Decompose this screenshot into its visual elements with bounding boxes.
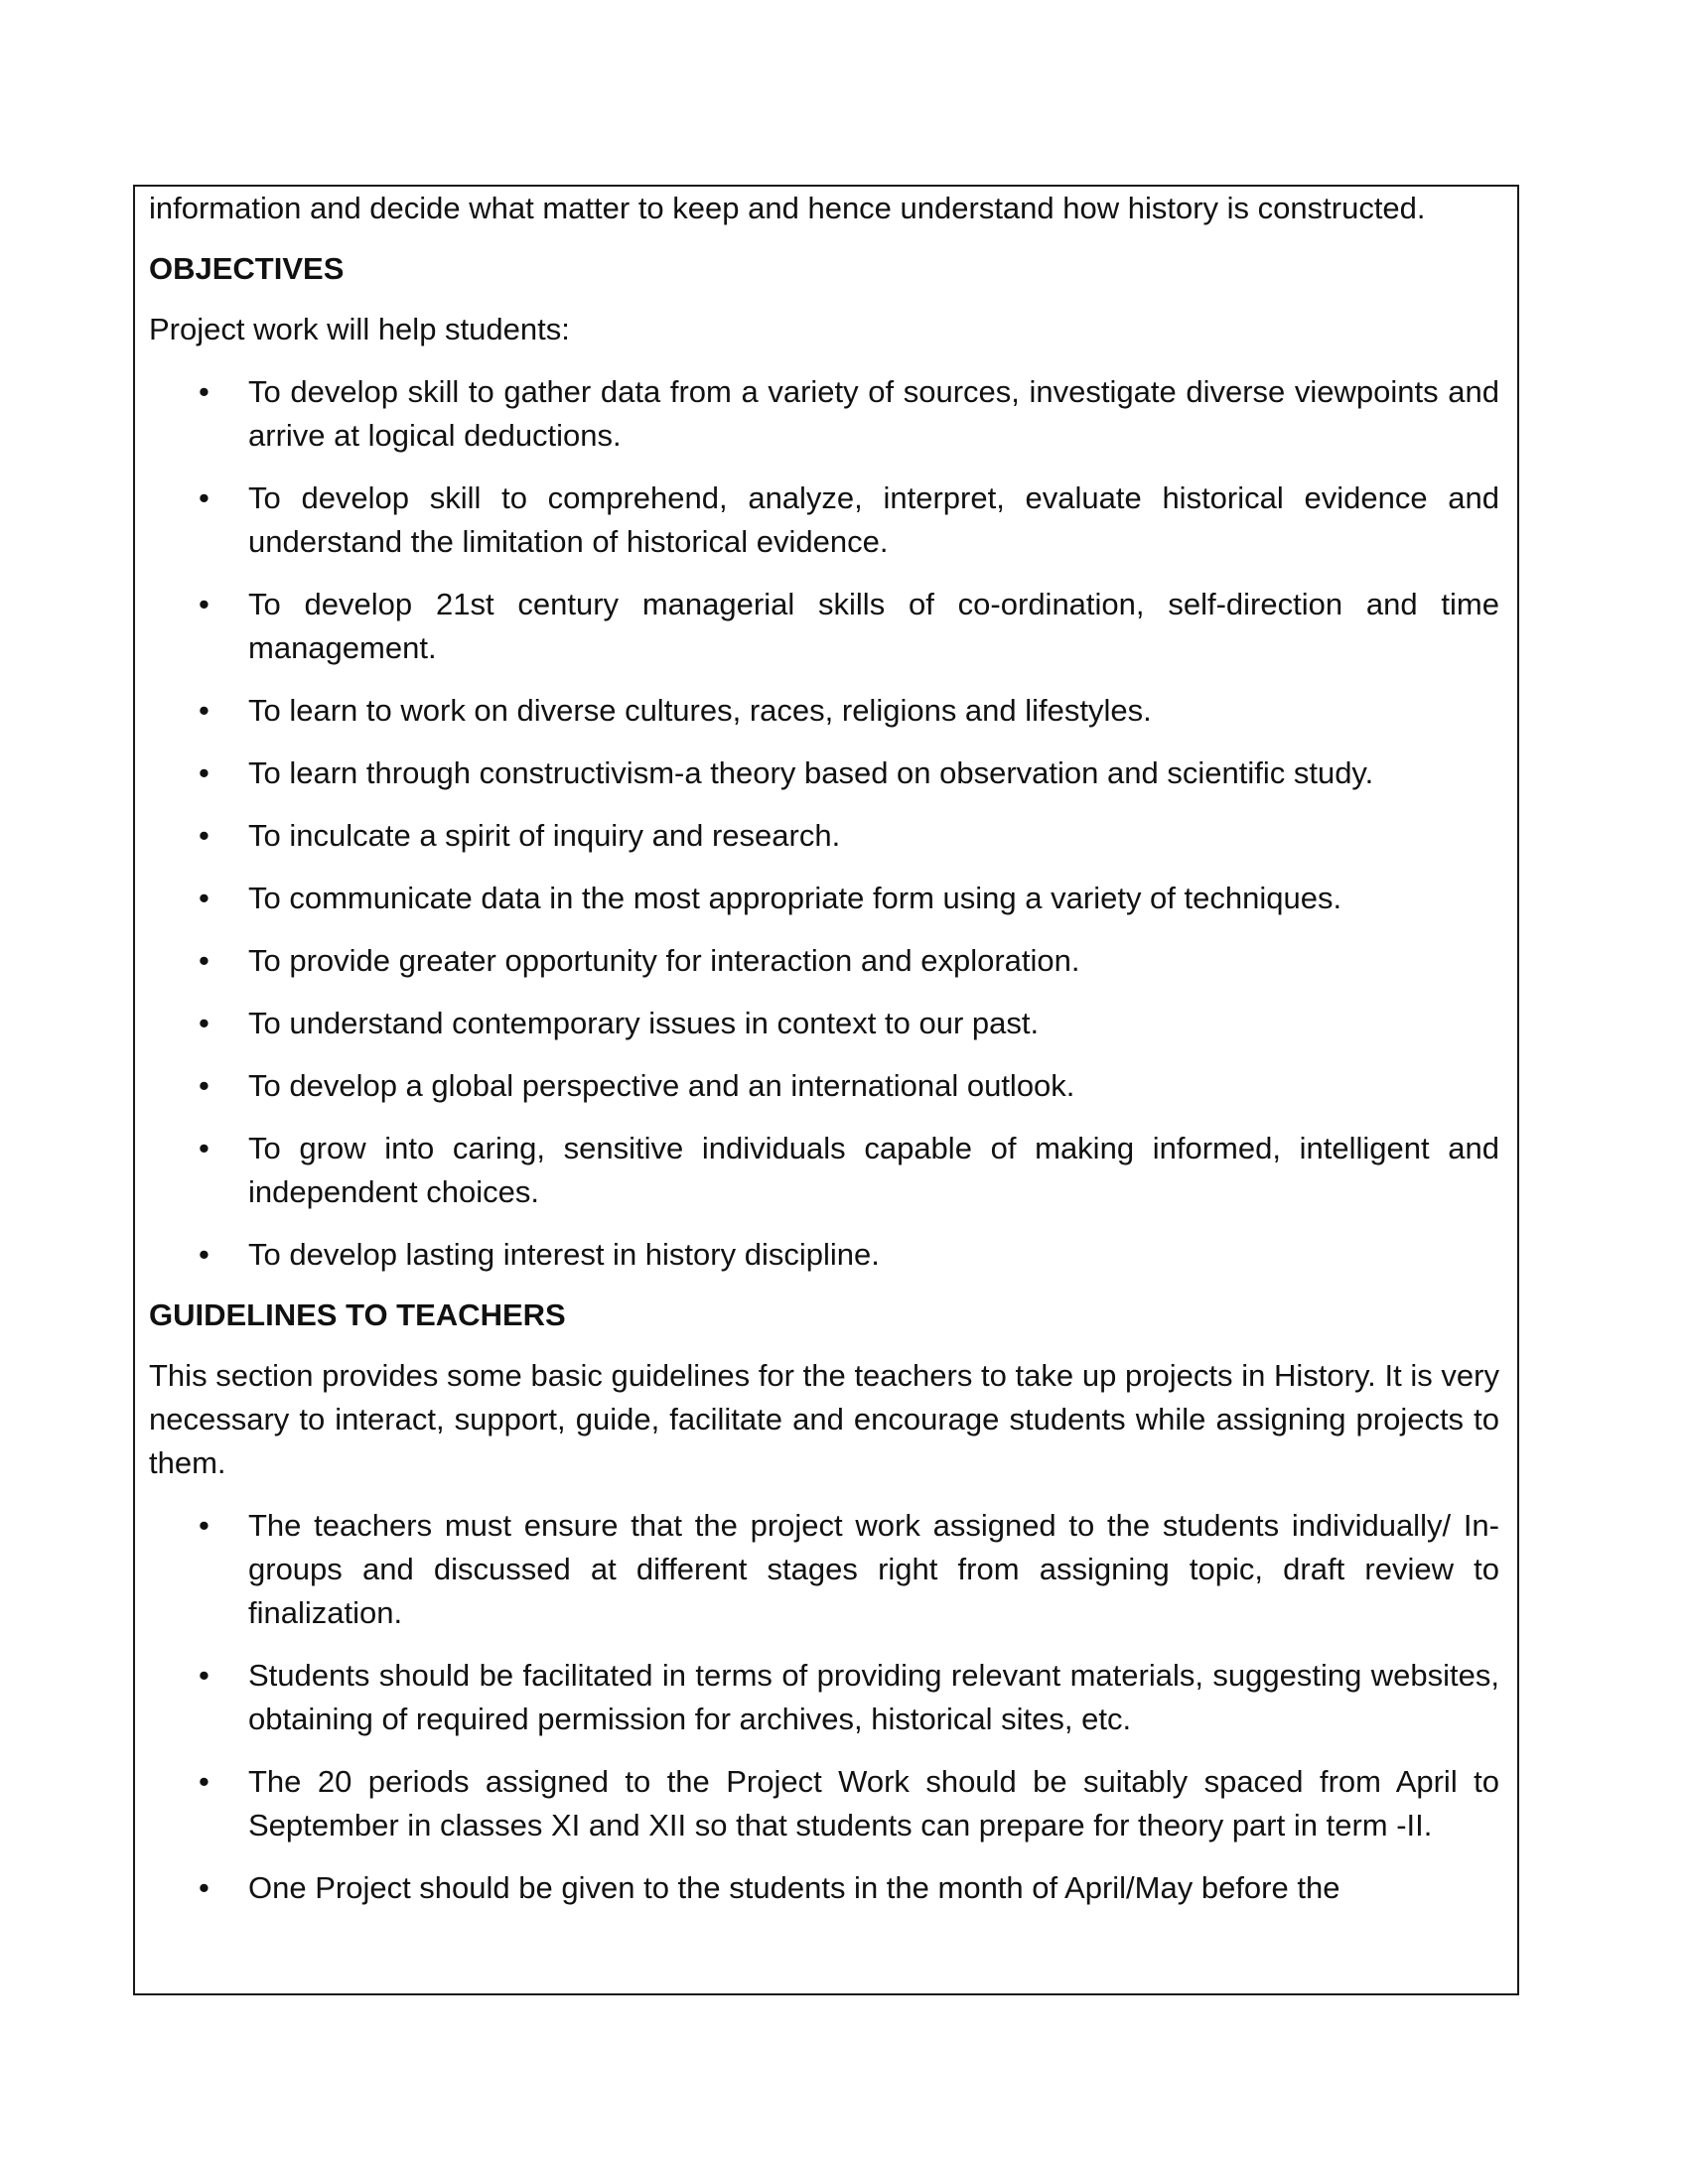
- objective-item: [149, 1233, 1499, 1277]
- bullet-icon: •: [199, 1237, 210, 1272]
- guideline-item: [149, 1866, 1499, 1910]
- objectives-list: [149, 370, 1499, 1277]
- objective-text: To develop 21st century managerial skills of co-ordination, self-direction and time management.: [248, 587, 1499, 665]
- objective-text: To learn through constructivism-a theory based on observation and scientific study.: [248, 755, 1374, 790]
- objective-item: [149, 583, 1499, 670]
- bullet-icon: •: [199, 374, 210, 409]
- guideline-text: The 20 periods assigned to the Project Work should be suitably spaced from April to September in classes XI and XII so that students can prepare for theory part in term -II.: [248, 1764, 1499, 1843]
- guideline-text: Students should be facilitated in terms of providing relevant materials, suggesting websites, obtaining of required permission for archives, historical sites, etc.: [248, 1658, 1499, 1736]
- guideline-text: The teachers must ensure that the project work assigned to the students individually/ In-groups and discussed at different stages right from assigning topic, draft review to finalization.: [248, 1508, 1499, 1630]
- guideline-item: [149, 1504, 1499, 1635]
- bullet-icon: •: [199, 755, 210, 790]
- guideline-item: [149, 1760, 1499, 1847]
- objective-item: [149, 939, 1499, 983]
- guidelines-list: [149, 1504, 1499, 1910]
- objective-item: [149, 370, 1499, 458]
- bullet-icon: •: [199, 881, 210, 915]
- objectives-heading: OBJECTIVES: [149, 251, 345, 286]
- objective-item: [149, 1002, 1499, 1045]
- guideline-item: [149, 1654, 1499, 1741]
- bullet-icon: •: [199, 1870, 210, 1905]
- guidelines-heading: GUIDELINES TO TEACHERS: [149, 1297, 566, 1332]
- objective-item: [149, 814, 1499, 858]
- intro-paragraph: information and decide what matter to keep and hence understand how history is constructed.: [149, 191, 1426, 225]
- objective-item: [149, 689, 1499, 733]
- bullet-icon: •: [199, 1131, 210, 1165]
- objective-item: [149, 1127, 1499, 1214]
- objective-text: To develop a global perspective and an international outlook.: [248, 1068, 1075, 1103]
- bullet-icon: •: [199, 480, 210, 515]
- bullet-icon: •: [199, 693, 210, 728]
- objective-text: To inculcate a spirit of inquiry and research.: [248, 818, 841, 853]
- bullet-icon: •: [199, 587, 210, 621]
- objective-item: [149, 477, 1499, 564]
- objective-text: To grow into caring, sensitive individuals capable of making informed, intelligent and independent choices.: [248, 1131, 1499, 1209]
- objectives-lead: Project work will help students:: [149, 312, 570, 346]
- objective-item: [149, 877, 1499, 920]
- objective-text: To learn to work on diverse cultures, races, religions and lifestyles.: [248, 693, 1152, 728]
- bullet-icon: •: [199, 818, 210, 853]
- objective-text: To develop lasting interest in history discipline.: [248, 1237, 880, 1272]
- bullet-icon: •: [199, 1068, 210, 1103]
- bullet-icon: •: [199, 943, 210, 978]
- bullet-icon: •: [199, 1508, 210, 1543]
- bullet-icon: •: [199, 1006, 210, 1040]
- objective-text: To understand contemporary issues in context to our past.: [248, 1006, 1040, 1040]
- objective-text: To develop skill to gather data from a variety of sources, investigate diverse viewpoints and arrive at logical deductions.: [248, 374, 1499, 453]
- objective-item: [149, 751, 1499, 795]
- guidelines-lead: This section provides some basic guidelines for the teachers to take up projects in History. It is very necessary to interact, support, guide, facilitate and encourage students while assigning projects to them.: [149, 1358, 1499, 1480]
- objective-text: To provide greater opportunity for interaction and exploration.: [248, 943, 1080, 978]
- objective-text: To develop skill to comprehend, analyze, interpret, evaluate historical evidence and understand the limitation of historical evidence.: [248, 480, 1499, 559]
- bullet-icon: •: [199, 1764, 210, 1799]
- guideline-text: One Project should be given to the students in the month of April/May before the: [248, 1870, 1340, 1905]
- document-body: [149, 187, 1499, 1910]
- objective-text: To communicate data in the most appropriate form using a variety of techniques.: [248, 881, 1342, 915]
- bullet-icon: •: [199, 1658, 210, 1693]
- objective-item: [149, 1064, 1499, 1108]
- content-box: [133, 185, 1519, 1995]
